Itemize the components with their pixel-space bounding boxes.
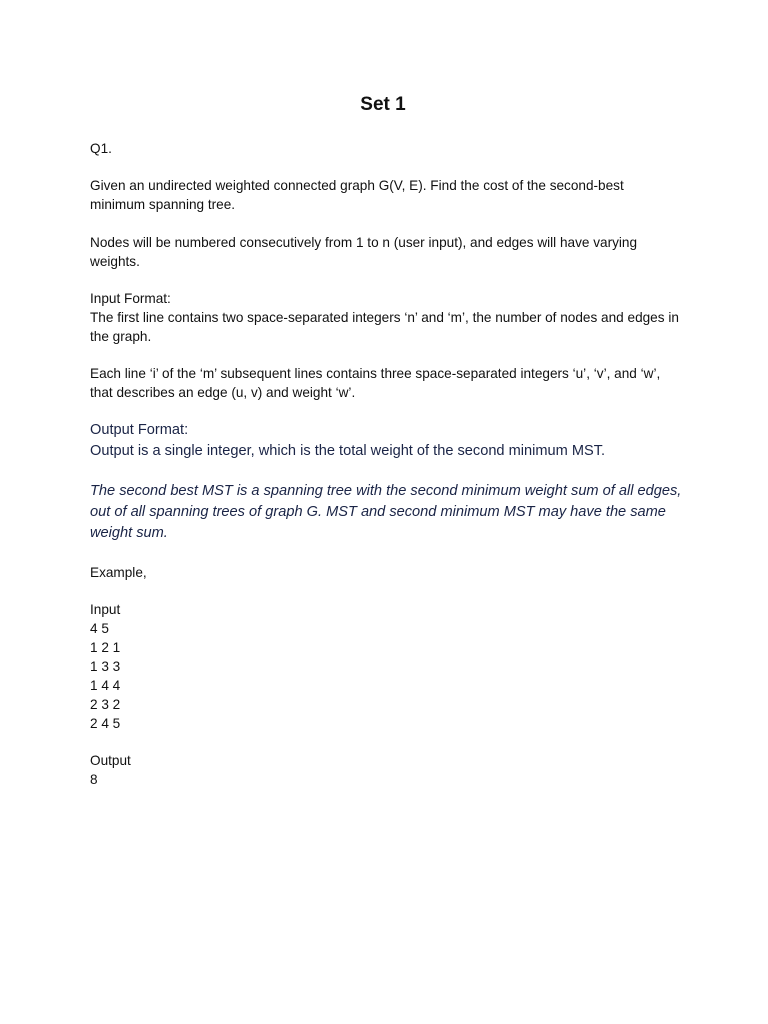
input-line: 4 5 bbox=[90, 621, 109, 636]
input-format-heading: Input Format: bbox=[90, 291, 171, 306]
output-format-heading: Output Format: bbox=[90, 422, 189, 438]
nodes-note: Nodes will be numbered consecutively from 1 to n (user input), and edges will have varying weights. bbox=[90, 235, 638, 269]
input-format-line-2: Each line ‘i’ of the ‘m’ subsequent lines contains three space-separated integers ‘u’, ‘v’, and ‘w’, that describes an edge (u, v) and weight ‘w’. bbox=[90, 366, 661, 400]
output-format-text: Output is a single integer, which is the total weight of the second minimum MST. bbox=[90, 443, 606, 459]
input-line: 1 4 4 bbox=[90, 678, 121, 693]
example-input-block bbox=[90, 619, 682, 733]
input-label: Input bbox=[90, 602, 121, 617]
problem-intro: Given an undirected weighted connected graph G(V, E). Find the cost of the second-best minimum spanning tree. bbox=[90, 178, 624, 212]
input-format-line-1: The first line contains two space-separated integers ‘n’ and ‘m’, the number of nodes and edges in the graph. bbox=[90, 310, 679, 344]
input-line: 2 3 2 bbox=[90, 697, 121, 712]
output-label: Output bbox=[90, 753, 131, 768]
output-value: 8 bbox=[90, 772, 98, 787]
input-line: 2 4 5 bbox=[90, 716, 121, 731]
definition-note: The second best MST is a spanning tree with the second minimum weight sum of all edges, out of all spanning trees of graph G. MST and second minimum MST may have the same weight sum. bbox=[90, 483, 682, 541]
example-label: Example, bbox=[90, 565, 147, 580]
input-line: 1 3 3 bbox=[90, 659, 121, 674]
input-line: 1 2 1 bbox=[90, 640, 121, 655]
page-title: Set 1 bbox=[360, 94, 406, 115]
question-label: Q1. bbox=[90, 141, 112, 156]
